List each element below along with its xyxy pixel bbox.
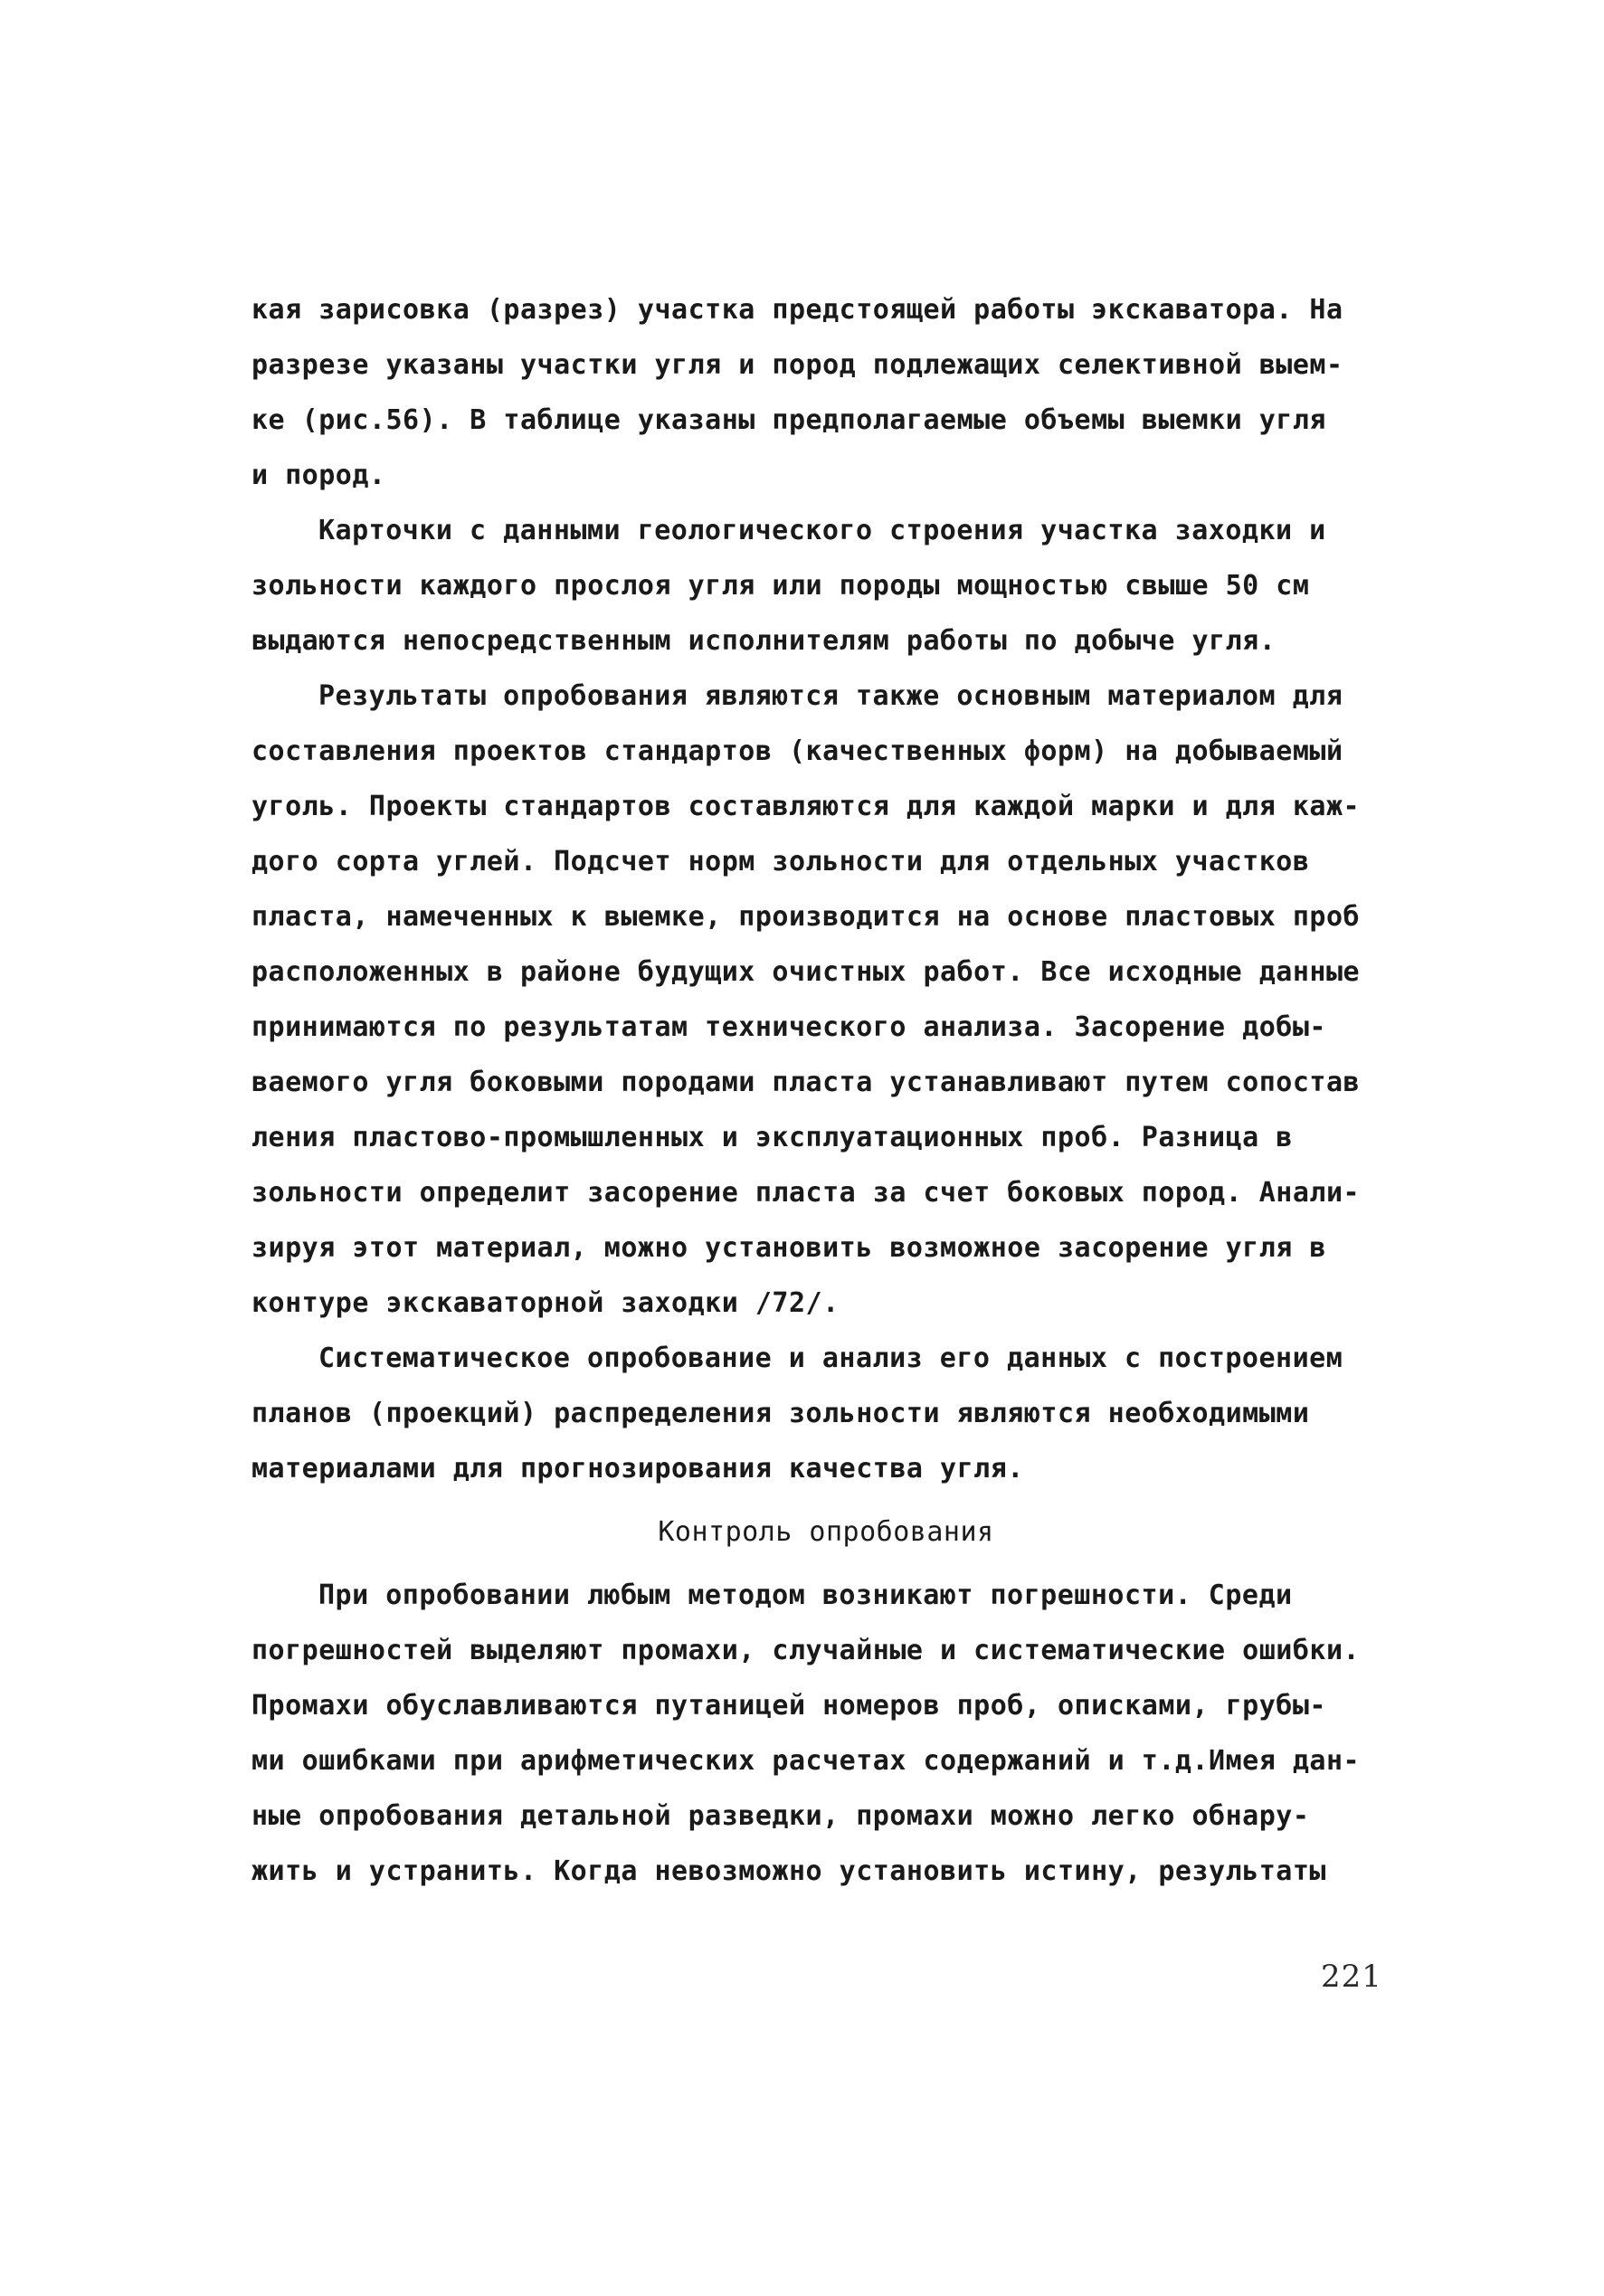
text-line: материалами для прогнозирования качества угля. xyxy=(252,1453,1024,1485)
text-line: планов (проекций) распределения зольности являются необходимыми xyxy=(252,1398,1310,1429)
text-line: уголь. Проекты стандартов составляются для каждой марки и для каж- xyxy=(252,791,1361,822)
text-line: Результаты опробования являются также основным материалом для xyxy=(318,680,1343,712)
text-line: погрешностей выделяют промахи, случайные и систематические ошибки. xyxy=(252,1635,1361,1666)
text-line: кая зарисовка (разрез) участка предстоящей работы экскаватора. На xyxy=(252,294,1343,326)
page-number: 221 xyxy=(1321,1959,1382,1995)
body-text xyxy=(252,282,1400,1899)
text-line: Карточки с данными геологического строения участка заходки и xyxy=(318,515,1326,546)
text-line: ке (рис.56). В таблице указаны предполагаемые объемы выемки угля xyxy=(252,404,1326,436)
text-line: ми ошибками при арифметических расчетах содержаний и т.д.Имея дан- xyxy=(252,1745,1361,1777)
text-line: При опробовании любым методом возникают погрешности. Среди xyxy=(318,1580,1293,1611)
text-line: ваемого угля боковыми породами пласта устанавливают путем сопостав xyxy=(252,1067,1361,1098)
text-line: составления проектов стандартов (качественных форм) на добываемый xyxy=(252,735,1343,767)
text-line: жить и устранить. Когда невозможно установить истину, результаты xyxy=(252,1855,1326,1887)
section-heading: Контроль опробования xyxy=(658,1516,994,1548)
text-line: дого сорта углей. Подсчет норм зольности для отдельных участков xyxy=(252,846,1310,878)
text-line: контуре экскаваторной заходки /72/. xyxy=(252,1287,840,1319)
text-line: выдаются непосредственным исполнителям работы по добыче угля. xyxy=(252,625,1277,657)
text-line: и пород. xyxy=(252,460,386,491)
text-line: принимаются по результатам технического анализа. Засорение добы- xyxy=(252,1011,1326,1043)
text-line: Промахи обуславливаются путаницей номеров проб, описками, грубы- xyxy=(252,1690,1326,1722)
text-line: разрезе указаны участки угля и пород подлежащих селективной выем- xyxy=(252,349,1343,381)
text-line: ления пластово-промышленных и эксплуатационных проб. Разница в xyxy=(252,1122,1293,1153)
text-line: зольности определит засорение пласта за счет боковых пород. Анали- xyxy=(252,1177,1361,1209)
text-line: зольности каждого прослоя угля или породы мощностью свыше 50 см xyxy=(252,570,1310,602)
text-line: расположенных в районе будущих очистных работ. Все исходные данные xyxy=(252,956,1361,988)
text-line: ные опробования детальной разведки, промахи можно легко обнару- xyxy=(252,1800,1310,1832)
text-line: Систематическое опробование и анализ его данных с построением xyxy=(318,1342,1343,1374)
text-line: пласта, намеченных к выемке, производится на основе пластовых проб xyxy=(252,901,1361,933)
text-line: зируя этот материал, можно установить возможное засорение угля в xyxy=(252,1232,1326,1264)
